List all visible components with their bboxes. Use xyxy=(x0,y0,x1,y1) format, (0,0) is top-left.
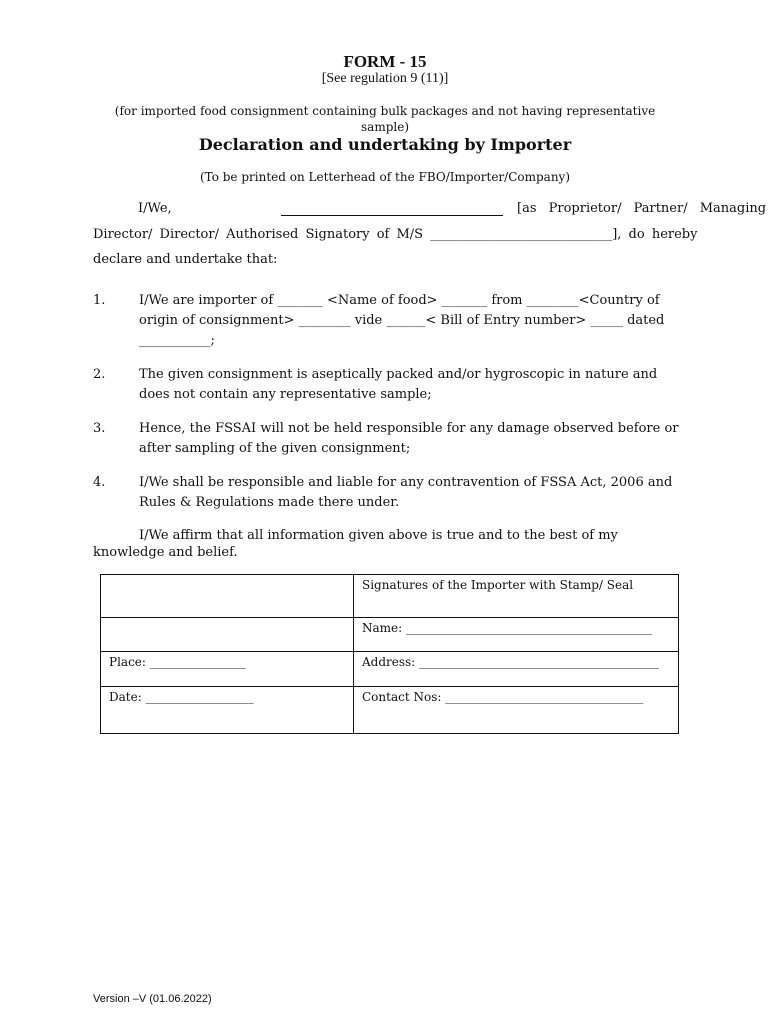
signature-table xyxy=(100,574,679,734)
consignment-note: (for imported food consignment containing bulk packages and not having representative sample) xyxy=(114,104,656,134)
intro-lead: I/We, xyxy=(138,201,172,216)
intro-line-3: declare and undertake that: xyxy=(93,252,278,267)
item-text: Hence, the FSSAI will not be held responsible for any damage observed before or after sampling of the given consignment; xyxy=(139,421,679,456)
letterhead-note: (To be printed on Letterhead of the FBO/Importer/Company) xyxy=(199,170,571,184)
contact-cell: Contact Nos: _________________________________ xyxy=(354,687,679,734)
name-blank xyxy=(281,215,503,216)
place-cell: Place: ________________ xyxy=(101,652,354,687)
item-number: 1. xyxy=(93,293,106,308)
item-number: 4. xyxy=(93,475,106,490)
name-cell: Name: _________________________________________ xyxy=(354,618,679,652)
signature-blank-cell xyxy=(101,575,354,618)
address-cell: Address: ________________________________________ xyxy=(354,652,679,687)
item-number: 2. xyxy=(93,367,106,382)
regulation-reference: [See regulation 9 (11)] xyxy=(321,71,449,86)
empty-cell xyxy=(101,618,354,652)
form-title: FORM - 15 xyxy=(343,52,427,71)
item-text: The given consignment is aseptically packed and/or hygroscopic in nature and does not contain any representative sample; xyxy=(139,367,658,402)
item-text: I/We are importer of _______ <Name of food> _______ from ________<Country of origin of consignment> ________ vide ______< Bill of Entry number> _____ dated ___________; xyxy=(139,293,665,348)
date-cell: Date: __________________ xyxy=(101,687,354,734)
item-text: I/We shall be responsible and liable for any contravention of FSSA Act, 2006 and Rules & Regulations made there under. xyxy=(139,475,673,510)
item-number: 3. xyxy=(93,421,106,436)
signature-cell: Signatures of the Importer with Stamp/ Seal xyxy=(354,575,679,618)
declaration-heading: Declaration and undertaking by Importer xyxy=(198,135,572,154)
version-footer: Version –V (01.06.2022) xyxy=(93,993,212,1005)
intro-capacity: [as Proprietor/ Partner/ Managing xyxy=(517,201,767,216)
intro-line-2: Director/ Director/ Authorised Signatory of M/S ____________________________], do hereby xyxy=(93,227,698,242)
affirmation-text: I/We affirm that all information given above is true and to the best of my knowledge and belief. xyxy=(93,528,618,560)
